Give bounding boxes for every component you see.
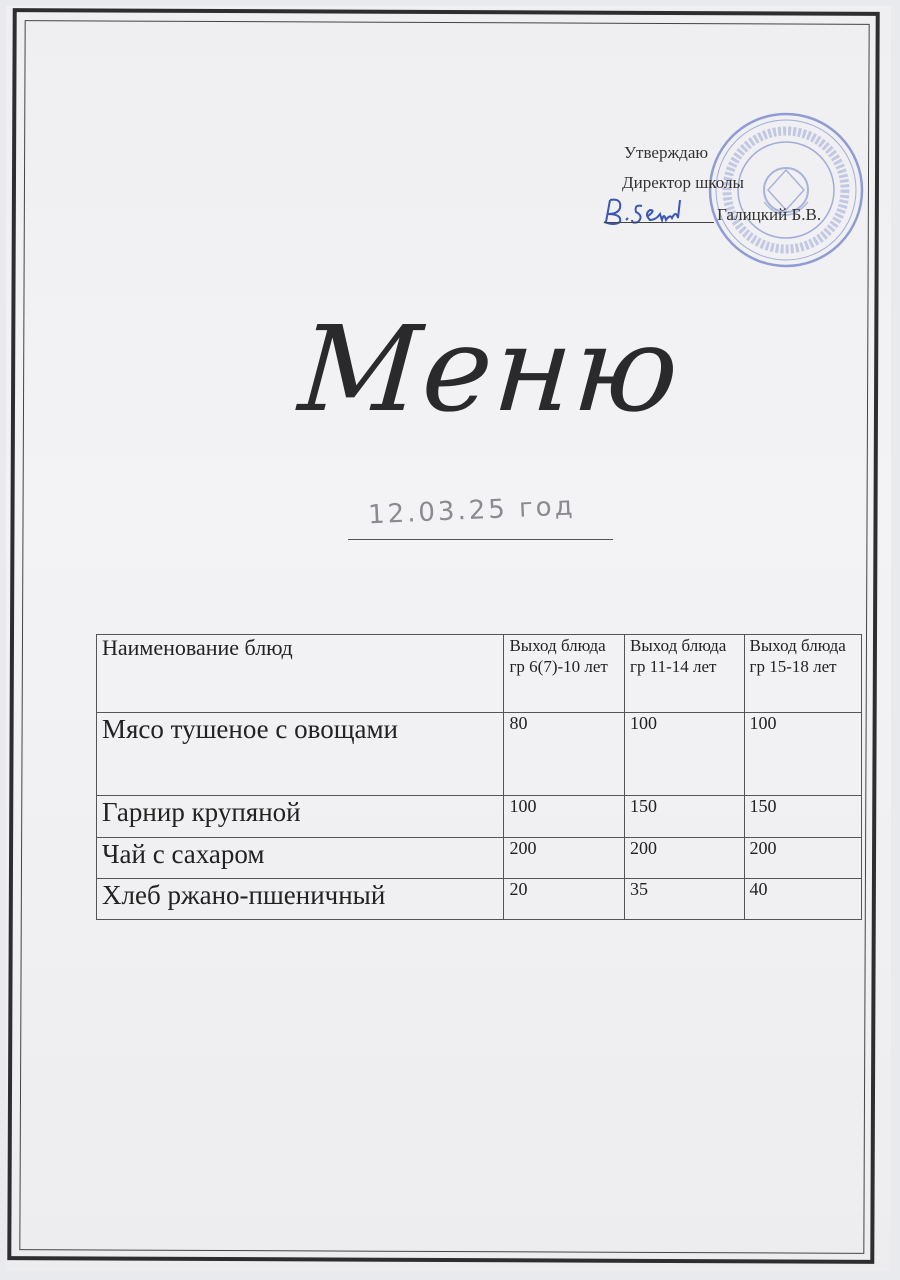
portion-value: 200 [625,838,745,879]
director-name: Галицкий Б.В. [717,205,822,224]
column-header-age-15-18: Выход блюда гр 15-18 лет [744,635,861,713]
portion-value: 200 [504,838,625,879]
table-row [97,879,862,920]
portion-value: 100 [744,713,861,796]
dish-name: Гарнир крупяной [97,796,504,838]
portion-value: 100 [504,796,625,838]
handwritten-date: 12.03.25 год [367,491,577,531]
table-header-row [97,635,862,713]
portion-value: 150 [744,796,861,838]
approval-role: Директор школы [622,173,744,192]
table-row [97,796,862,838]
portion-value: 100 [625,713,745,796]
portion-value: 150 [625,796,745,838]
menu-table [96,634,862,920]
date-underline [348,539,613,540]
dish-name: Чай с сахаром [97,838,504,879]
page-title: Меню [295,300,685,438]
portion-value: 200 [744,838,861,879]
table-row [97,838,862,879]
date-field [348,491,613,543]
column-header-age-11-14: Выход блюда гр 11-14 лет [625,635,745,713]
approval-title: Утверждаю [624,143,709,162]
portion-value: 80 [504,713,625,796]
portion-value: 35 [625,879,745,920]
dish-name: Хлеб ржано-пшеничный [97,879,504,920]
portion-value: 20 [504,879,625,920]
column-header-dish: Наименование блюд [97,635,504,713]
dish-name: Мясо тушеное с овощами [97,713,504,796]
portion-value: 40 [744,879,861,920]
column-header-age-6-10: Выход блюда гр 6(7)-10 лет [504,635,625,713]
table-row [97,713,862,796]
